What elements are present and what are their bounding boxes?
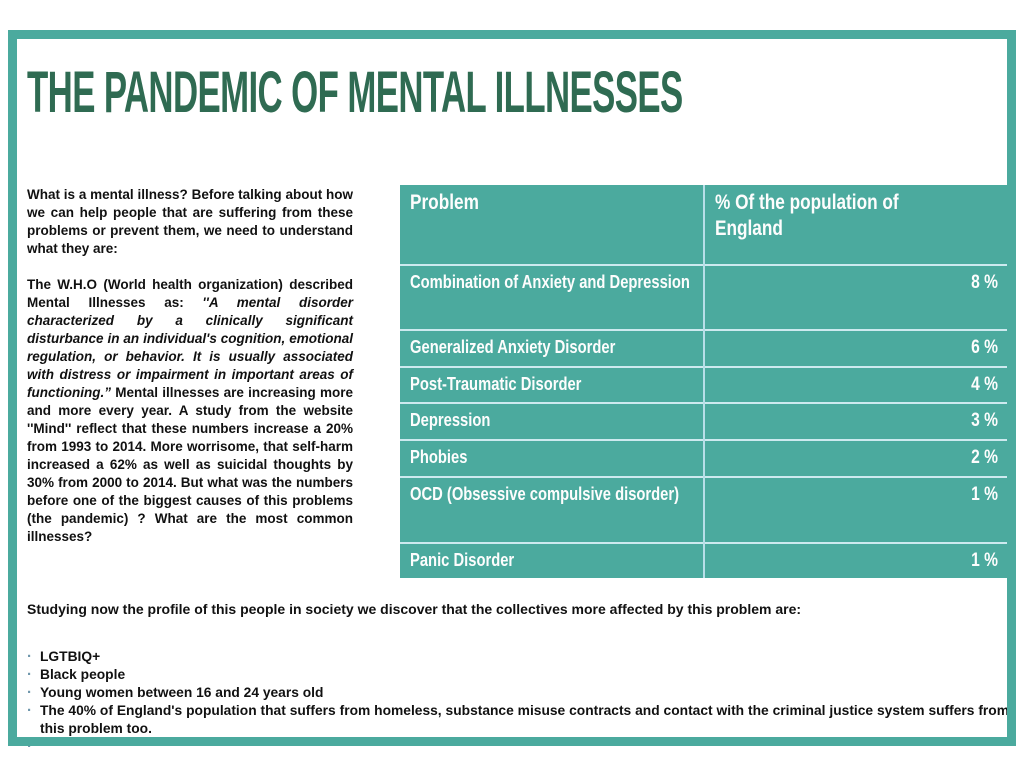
value-cell <box>704 403 1008 440</box>
problem-label: Combination of Anxiety and Depression <box>410 272 690 292</box>
problems-table-container <box>400 185 1008 578</box>
intro-paragraph-1: What is a mental illness? Before talking about how we can help people that are suffering from these problems or prevent them, we need to understand what they are: <box>27 187 353 256</box>
header-cell-percent <box>704 185 1008 265</box>
problem-cell <box>400 440 704 477</box>
percent-value: 4 % <box>971 374 998 395</box>
page-title: THE PANDEMIC OF MENTAL ILLNESSES <box>27 60 683 125</box>
list-item-text: Young women between 16 and 24 years old <box>40 685 324 700</box>
problem-label: Panic Disorder <box>410 550 515 570</box>
bullet-dot-icon: · <box>27 738 32 755</box>
list-item <box>27 666 1009 684</box>
problem-label: OCD (Obsessive compulsive disorder) <box>410 484 680 504</box>
problem-cell <box>400 477 704 543</box>
list-item <box>27 684 1009 702</box>
bullet-dot-icon: · <box>27 702 32 719</box>
list-item-text: The 40% of England's population that suffers from homeless, substance misuse contracts and contact with the criminal justice system suffers from this problem too. <box>40 703 1009 736</box>
table-row <box>400 440 1008 477</box>
percent-value: 3 % <box>971 410 998 431</box>
header-cell-problem <box>400 185 704 265</box>
list-item <box>27 648 1009 666</box>
header-label: % Of the population of England <box>715 191 899 240</box>
collectives-list <box>27 648 1009 756</box>
intro-paragraph-2 <box>27 276 353 546</box>
problem-cell <box>400 367 704 403</box>
table-row <box>400 265 1008 330</box>
value-cell <box>704 265 1008 330</box>
who-quote: ''A mental disorder characterized by a clinically significant disturbance in an individual's cognition, emotional regulation, or behavior. It is usually associated with distress or impairment in important areas of functioning.” <box>27 295 353 400</box>
problem-label: Generalized Anxiety Disorder <box>410 337 616 357</box>
table-row <box>400 367 1008 403</box>
value-cell <box>704 477 1008 543</box>
percent-value: 1 % <box>971 484 998 505</box>
percent-value: 8 % <box>971 272 998 293</box>
header-label: Problem <box>410 191 479 214</box>
bullet-dot-icon: · <box>27 666 32 683</box>
table-row <box>400 330 1008 367</box>
value-cell <box>704 367 1008 403</box>
problem-label: Phobies <box>410 447 468 467</box>
list-item-text: LGTBIQ+ <box>40 649 101 664</box>
problems-table <box>400 185 1008 578</box>
list-item <box>27 738 1009 756</box>
problem-label: Depression <box>410 410 491 430</box>
problem-label: Post-Traumatic Disorder <box>410 374 582 394</box>
list-item-text <box>40 738 1009 756</box>
table-row <box>400 403 1008 440</box>
percent-value: 1 % <box>971 550 998 571</box>
percent-value: 2 % <box>971 447 998 468</box>
percent-value: 6 % <box>971 337 998 358</box>
table-row <box>400 543 1008 578</box>
table-header-row <box>400 185 1008 265</box>
profile-lead-text: Studying now the profile of this people in society we discover that the collectives more affected by this problem are: <box>27 601 802 617</box>
problem-cell <box>400 265 704 330</box>
intro-text-column <box>27 186 353 546</box>
list-item-text: Black people <box>40 667 126 682</box>
bullet-dot-icon: · <box>27 648 32 665</box>
profile-section <box>27 600 1009 756</box>
problem-cell <box>400 330 704 367</box>
value-cell <box>704 440 1008 477</box>
who-text-prefix: The W.H.O (World health organization) described Mental Illnesses as: <box>27 277 353 310</box>
list-item <box>27 702 1009 738</box>
table-row <box>400 477 1008 543</box>
problem-cell <box>400 543 704 578</box>
who-text-suffix: Mental illnesses are increasing more and more every year. A study from the website ''Mind'' reflect that these numbers increase a 20% from 1993 to 2014. More worrisome, that self-harm increased a 62% as well as suicidal thoughts by 30% from 2000 to 2014. But what was the numbers before one of the biggest causes of this problems (the pandemic) ? What are the most common illnesses? <box>27 385 353 544</box>
value-cell <box>704 543 1008 578</box>
value-cell <box>704 330 1008 367</box>
bullet-dot-icon: · <box>27 684 32 701</box>
problem-cell <box>400 403 704 440</box>
